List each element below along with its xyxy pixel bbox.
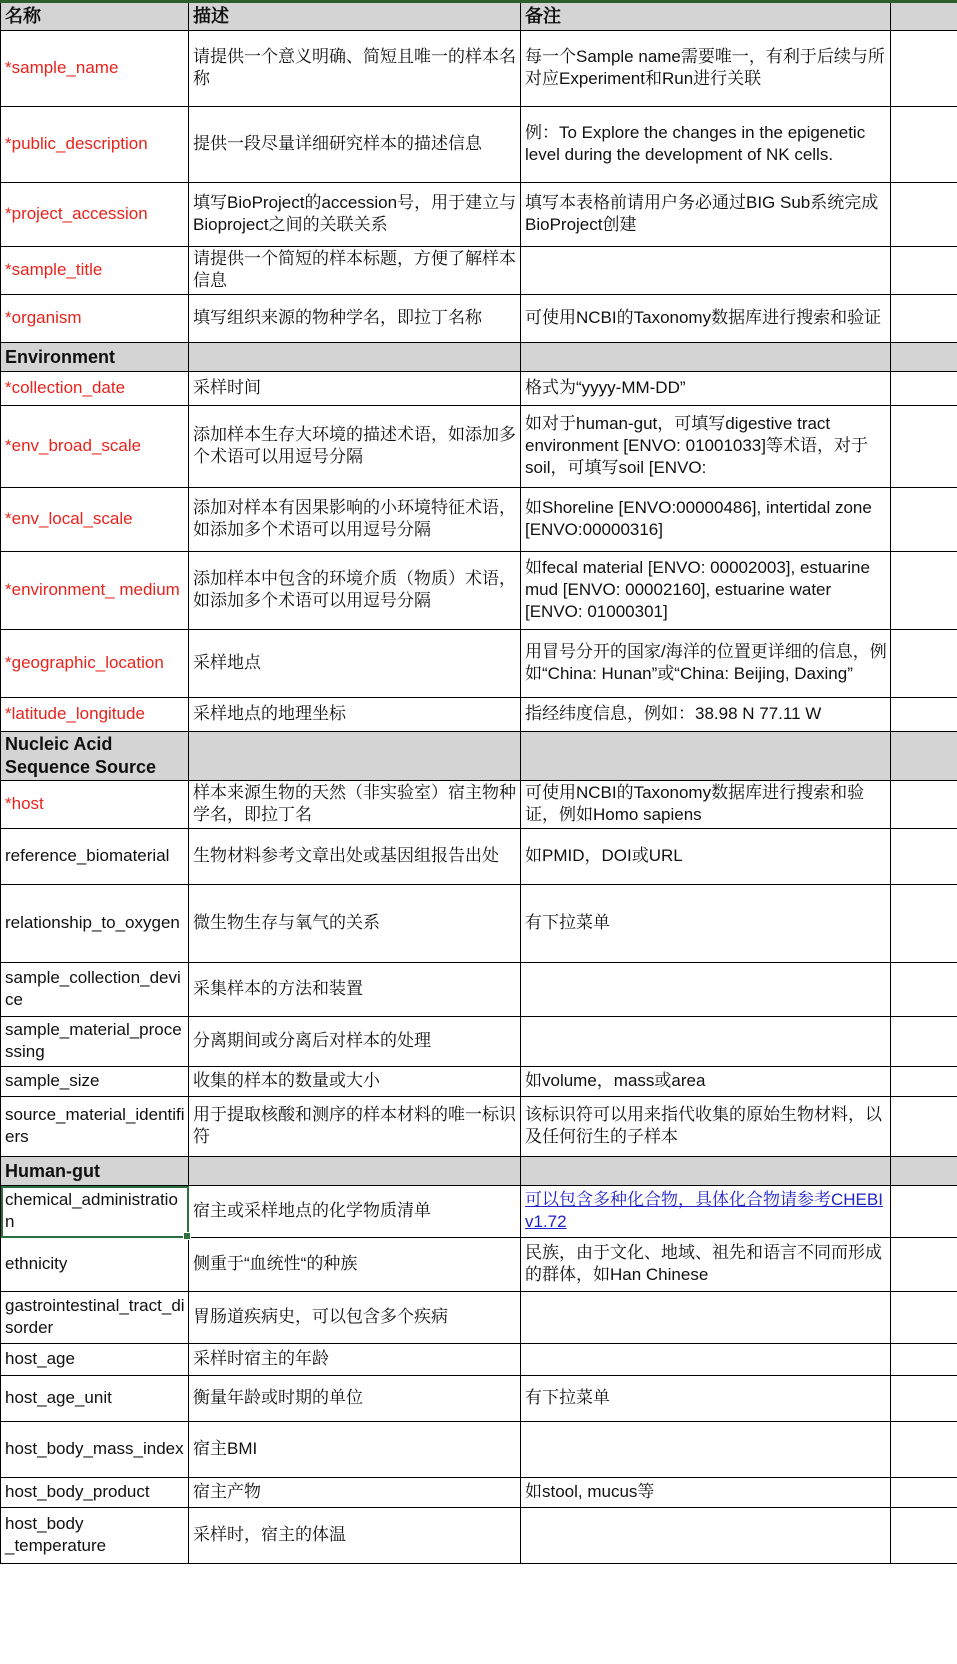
- field-name-cell[interactable]: *organism: [1, 295, 189, 343]
- field-description-cell[interactable]: 宿主或采样地点的化学物质清单: [189, 1186, 521, 1238]
- field-name-cell[interactable]: *host: [1, 781, 189, 829]
- field-name-cell[interactable]: sample_size: [1, 1067, 189, 1097]
- section-header-environment: [1, 343, 957, 372]
- field-note-cell[interactable]: 如Shoreline [ENVO:00000486], intertidal zone [ENVO:00000316]: [521, 488, 891, 552]
- table-row: [1, 1238, 957, 1292]
- field-extra-cell[interactable]: [891, 1017, 957, 1067]
- field-description-cell[interactable]: 采样时，宿主的体温: [189, 1508, 521, 1564]
- section-title: Human-gut: [1, 1157, 189, 1186]
- section-header-humangut: [1, 1157, 957, 1186]
- field-name-cell[interactable]: gastrointestinal_tract_disorder: [1, 1292, 189, 1344]
- field-description-cell[interactable]: 样本来源生物的天然（非实验室）宿主物种学名，即拉丁名: [189, 781, 521, 829]
- table-header-row: [1, 2, 957, 31]
- field-note-cell[interactable]: [521, 1344, 891, 1376]
- section-title: Nucleic Acid Sequence Source: [1, 732, 189, 781]
- field-note-cell[interactable]: 如stool, mucus等: [521, 1478, 891, 1508]
- section-spacer-extra: [891, 343, 957, 372]
- field-description-cell[interactable]: 采样地点的地理坐标: [189, 698, 521, 732]
- field-name-cell[interactable]: *env_local_scale: [1, 488, 189, 552]
- field-note-cell[interactable]: 有下拉菜单: [521, 885, 891, 963]
- table-row: [1, 630, 957, 698]
- field-extra-cell[interactable]: [891, 963, 957, 1017]
- table-row: [1, 1186, 957, 1238]
- field-extra-cell[interactable]: [891, 1067, 957, 1097]
- column-header-1[interactable]: 名称: [1, 2, 189, 31]
- section-spacer-extra: [891, 732, 957, 781]
- field-note-cell[interactable]: [521, 1422, 891, 1478]
- field-note-cell[interactable]: [521, 1508, 891, 1564]
- section-spacer-extra: [891, 1157, 957, 1186]
- field-extra-cell[interactable]: [891, 698, 957, 732]
- field-extra-cell[interactable]: [891, 295, 957, 343]
- field-name-cell[interactable]: *env_broad_scale: [1, 406, 189, 488]
- table-row: [1, 1344, 957, 1376]
- field-description-cell[interactable]: 采样地点: [189, 630, 521, 698]
- field-extra-cell[interactable]: [891, 885, 957, 963]
- table-row: [1, 885, 957, 963]
- table-row: [1, 698, 957, 732]
- table-row: [1, 1508, 957, 1564]
- field-name-cell[interactable]: source_material_identifiers: [1, 1097, 189, 1157]
- field-note-cell[interactable]: [521, 1017, 891, 1067]
- section-spacer-note: [521, 732, 891, 781]
- field-extra-cell[interactable]: [891, 31, 957, 107]
- field-extra-cell[interactable]: [891, 1478, 957, 1508]
- field-name-cell[interactable]: host_body _temperature: [1, 1508, 189, 1564]
- field-description-cell[interactable]: 宿主BMI: [189, 1422, 521, 1478]
- field-extra-cell[interactable]: [891, 1097, 957, 1157]
- field-description-cell[interactable]: 宿主产物: [189, 1478, 521, 1508]
- field-note-cell[interactable]: 如PMID，DOI或URL: [521, 829, 891, 885]
- field-note-cell[interactable]: [521, 247, 891, 295]
- table-row: [1, 829, 957, 885]
- field-name-cell[interactable]: ethnicity: [1, 1238, 189, 1292]
- field-description-cell[interactable]: 填写BioProject的accession号，用于建立与Bioproject之间的关联关系: [189, 183, 521, 247]
- field-extra-cell[interactable]: [891, 247, 957, 295]
- field-extra-cell[interactable]: [891, 372, 957, 406]
- field-description-cell[interactable]: 采样时间: [189, 372, 521, 406]
- field-description-cell[interactable]: 提供一段尽量详细研究样本的描述信息: [189, 107, 521, 183]
- field-note-cell[interactable]: 格式为“yyyy-MM-DD”: [521, 372, 891, 406]
- field-extra-cell[interactable]: [891, 1238, 957, 1292]
- field-extra-cell[interactable]: [891, 829, 957, 885]
- field-name-cell[interactable]: *public_description: [1, 107, 189, 183]
- table-row: [1, 552, 957, 630]
- field-extra-cell[interactable]: [891, 781, 957, 829]
- field-description-cell[interactable]: 微生物生存与氧气的关系: [189, 885, 521, 963]
- field-note-cell[interactable]: 有下拉菜单: [521, 1376, 891, 1422]
- table-row: [1, 107, 957, 183]
- field-note-cell[interactable]: 可使用NCBI的Taxonomy数据库进行搜索和验证，例如Homo sapiens: [521, 781, 891, 829]
- field-name-cell[interactable]: host_body_product: [1, 1478, 189, 1508]
- field-description-cell[interactable]: 添加样本中包含的环境介质（物质）术语，如添加多个术语可以用逗号分隔: [189, 552, 521, 630]
- field-description-cell[interactable]: 衡量年龄或时期的单位: [189, 1376, 521, 1422]
- field-extra-cell[interactable]: [891, 1376, 957, 1422]
- table-row: [1, 963, 957, 1017]
- field-name-cell[interactable]: reference_biomaterial: [1, 829, 189, 885]
- table-row: [1, 372, 957, 406]
- field-note-cell[interactable]: 指经纬度信息，例如：38.98 N 77.11 W: [521, 698, 891, 732]
- table-row: [1, 1422, 957, 1478]
- field-description-cell[interactable]: 请提供一个意义明确、简短且唯一的样本名称: [189, 31, 521, 107]
- column-header-3[interactable]: 备注: [521, 2, 891, 31]
- field-note-cell[interactable]: 填写本表格前请用户务必通过BIG Sub系统完成BioProject创建: [521, 183, 891, 247]
- field-description-cell[interactable]: 采集样本的方法和装置: [189, 963, 521, 1017]
- table-row: [1, 31, 957, 107]
- field-name-cell[interactable]: *project_accession: [1, 183, 189, 247]
- field-name-cell[interactable]: *latitude_longitude: [1, 698, 189, 732]
- field-name-cell[interactable]: host_age_unit: [1, 1376, 189, 1422]
- field-name-cell[interactable]: *sample_title: [1, 247, 189, 295]
- column-header-4[interactable]: [891, 2, 957, 31]
- table-row: [1, 1097, 957, 1157]
- field-note-cell[interactable]: [521, 1292, 891, 1344]
- table-row: [1, 183, 957, 247]
- field-note-cell[interactable]: 民族，由于文化、地域、祖先和语言不同而形成的群体，如Han Chinese: [521, 1238, 891, 1292]
- field-extra-cell[interactable]: [891, 1186, 957, 1238]
- field-name-cell[interactable]: sample_material_processing: [1, 1017, 189, 1067]
- field-extra-cell[interactable]: [891, 552, 957, 630]
- table-row: [1, 1292, 957, 1344]
- section-spacer-note: [521, 343, 891, 372]
- section-spacer-note: [521, 1157, 891, 1186]
- section-spacer-desc: [189, 343, 521, 372]
- table-row: [1, 295, 957, 343]
- field-description-cell[interactable]: 添加对样本有因果影响的小环境特征术语，如添加多个术语可以用逗号分隔: [189, 488, 521, 552]
- table-row: [1, 406, 957, 488]
- table-row: [1, 781, 957, 829]
- field-note-cell[interactable]: 如fecal material [ENVO: 00002003], estuarine mud [ENVO: 00002160], estuarine water [ENVO: 01000301]: [521, 552, 891, 630]
- field-extra-cell[interactable]: [891, 1292, 957, 1344]
- field-name-cell[interactable]: *environment_ medium: [1, 552, 189, 630]
- field-note-cell[interactable]: 如volume，mass或area: [521, 1067, 891, 1097]
- field-description-cell[interactable]: 生物材料参考文章出处或基因组报告出处: [189, 829, 521, 885]
- field-name-cell[interactable]: sample_collection_device: [1, 963, 189, 1017]
- field-description-cell[interactable]: 填写组织来源的物种学名，即拉丁名称: [189, 295, 521, 343]
- table-row: [1, 1478, 957, 1508]
- table-row: [1, 1376, 957, 1422]
- field-description-cell[interactable]: 收集的样本的数量或大小: [189, 1067, 521, 1097]
- table-row: [1, 488, 957, 552]
- field-extra-cell[interactable]: [891, 107, 957, 183]
- section-title: Environment: [1, 343, 189, 372]
- field-name-cell[interactable]: *sample_name: [1, 31, 189, 107]
- field-note-cell[interactable]: 用冒号分开的国家/海洋的位置更详细的信息，例如“China: Hunan”或“China: Beijing, Daxing”: [521, 630, 891, 698]
- table-row: [1, 1067, 957, 1097]
- field-extra-cell[interactable]: [891, 1344, 957, 1376]
- field-extra-cell[interactable]: [891, 488, 957, 552]
- field-name-cell[interactable]: *collection_date: [1, 372, 189, 406]
- section-spacer-desc: [189, 1157, 521, 1186]
- field-description-cell[interactable]: 胃肠道疾病史，可以包含多个疾病: [189, 1292, 521, 1344]
- field-description-cell[interactable]: 用于提取核酸和测序的样本材料的唯一标识符: [189, 1097, 521, 1157]
- table-row: [1, 247, 957, 295]
- field-extra-cell[interactable]: [891, 1422, 957, 1478]
- table-row: [1, 1017, 957, 1067]
- field-description-cell[interactable]: 侧重于“血统性“的种族: [189, 1238, 521, 1292]
- field-note-hyperlink[interactable]: 可以包含多种化合物，具体化合物请参考CHEBI v1.72: [521, 1186, 891, 1238]
- field-description-cell[interactable]: 添加样本生存大环境的描述术语，如添加多个术语可以用逗号分隔: [189, 406, 521, 488]
- field-description-cell[interactable]: 请提供一个简短的样本标题，方便了解样本信息: [189, 247, 521, 295]
- column-header-2[interactable]: 描述: [189, 2, 521, 31]
- field-name-cell[interactable]: *geographic_location: [1, 630, 189, 698]
- field-note-cell[interactable]: 如对于human-gut，可填写digestive tract environment [ENVO: 01001033]等术语，对于soil，可填写soil [ENVO:: [521, 406, 891, 488]
- field-description-cell[interactable]: 分离期间或分离后对样本的处理: [189, 1017, 521, 1067]
- field-name-cell[interactable]: chemical_administration: [1, 1186, 189, 1238]
- field-extra-cell[interactable]: [891, 406, 957, 488]
- field-note-cell[interactable]: 例：To Explore the changes in the epigenetic level during the development of NK cells.: [521, 107, 891, 183]
- field-note-cell[interactable]: 可使用NCBI的Taxonomy数据库进行搜索和验证: [521, 295, 891, 343]
- field-extra-cell[interactable]: [891, 1508, 957, 1564]
- field-name-cell[interactable]: host_age: [1, 1344, 189, 1376]
- field-note-cell[interactable]: [521, 963, 891, 1017]
- field-extra-cell[interactable]: [891, 630, 957, 698]
- section-header-nucleic: [1, 732, 957, 781]
- field-note-cell[interactable]: 该标识符可以用来指代收集的原始生物材料，以及任何衍生的子样本: [521, 1097, 891, 1157]
- field-name-cell[interactable]: host_body_mass_index: [1, 1422, 189, 1478]
- section-spacer-desc: [189, 732, 521, 781]
- field-name-cell[interactable]: relationship_to_oxygen: [1, 885, 189, 963]
- field-note-cell[interactable]: 每一个Sample name需要唯一，有利于后续与所对应Experiment和Run进行关联: [521, 31, 891, 107]
- field-extra-cell[interactable]: [891, 183, 957, 247]
- field-description-cell[interactable]: 采样时宿主的年龄: [189, 1344, 521, 1376]
